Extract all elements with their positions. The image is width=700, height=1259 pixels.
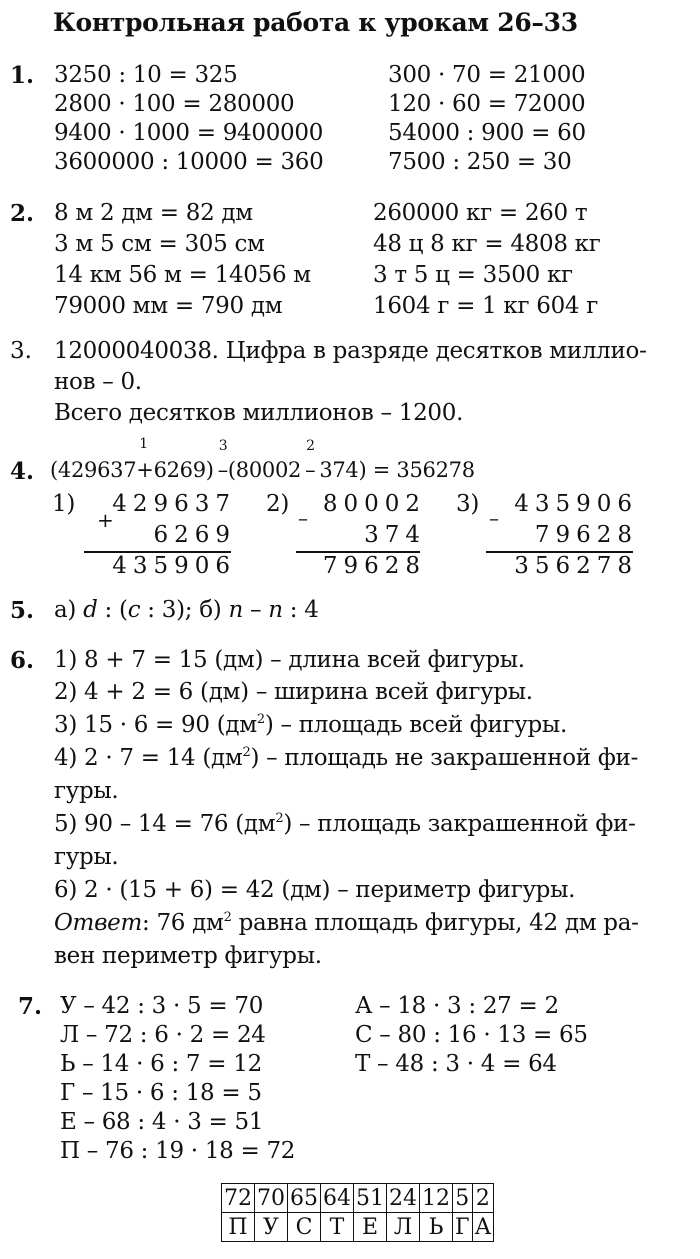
conversion: 260000 кг = 260 т — [373, 200, 588, 226]
step-2: 2) 4 + 2 = 6 (дм) – ширина всей фигуры. — [54, 679, 533, 705]
task-number: 7. — [18, 993, 43, 1020]
table-cell: Г — [453, 1213, 473, 1242]
expression-part: (80002 — [227, 458, 302, 482]
calc-label: 2) — [266, 491, 290, 517]
expressions: а) d : (c : 3); б) n – n : 4 — [54, 597, 319, 623]
table-cell: 70 — [255, 1184, 288, 1213]
calc-label: 3) — [456, 491, 480, 517]
table-cell: У — [255, 1213, 288, 1242]
operator-minus: – 2 — [305, 438, 316, 482]
letters-row — [222, 1213, 494, 1242]
task-number: 5. — [10, 597, 35, 624]
step-4-cont: гуры. — [54, 778, 119, 804]
letter-equation: Е – 68 : 4 · 3 = 51 — [60, 1109, 264, 1135]
table-cell: С — [288, 1213, 321, 1242]
answer-label: Ответ — [54, 910, 142, 936]
equation: 3250 : 10 = 325 — [54, 62, 238, 88]
text-line: 12000040038. Цифра в разряде десятков миллио- — [54, 338, 647, 364]
numbers-row — [222, 1184, 494, 1213]
conversion: 8 м 2 дм = 82 дм — [54, 200, 253, 226]
equation: 9400 · 1000 = 9400000 — [54, 120, 324, 146]
text-line: нов – 0. — [54, 369, 142, 395]
equation: 54000 : 900 = 60 — [388, 120, 586, 146]
table-cell: 2 — [472, 1184, 494, 1213]
minus-sign: – — [298, 506, 308, 530]
conversion: 3 т 5 ц = 3500 кг — [373, 262, 573, 288]
operand-top: 435906 — [514, 491, 638, 517]
step-5: 5) 90 – 14 = 76 $(дм^2)$ – площадь закрашенной фи- — [54, 811, 636, 837]
result: 435906 — [112, 553, 236, 579]
equation: 2800 · 100 = 280000 — [54, 91, 295, 117]
letter-equation: С – 80 : 16 · 13 = 65 — [355, 1022, 588, 1048]
step-6: 6) 2 · (15 + 6) = 42 (дм) – периметр фигуры. — [54, 877, 576, 903]
table-cell: П — [222, 1213, 255, 1242]
operand-bottom: 374 — [364, 522, 426, 548]
step-5-cont: гуры. — [54, 844, 119, 870]
page-title: Контрольная работа к урокам 26–33 — [53, 8, 578, 37]
table-cell: Т — [321, 1213, 354, 1242]
operator-plus: + 1 — [136, 436, 154, 482]
step-4: 4) 2 · 7 = 14 $(дм^2)$ – площадь не закрашенной фи- — [54, 745, 639, 771]
step-3: 3) 15 · 6 = 90 $(дм^2)$ – площадь всей фигуры. — [54, 712, 567, 738]
expression-part: (429637 — [50, 458, 137, 482]
task-number: 3. — [10, 338, 32, 364]
equation: 120 · 60 = 72000 — [388, 91, 586, 117]
operator-minus: – 3 — [217, 438, 228, 482]
minus-sign: – — [489, 506, 499, 530]
letter-equation: Г – 15 · 6 : 18 = 5 — [60, 1080, 262, 1106]
table-cell: Л — [387, 1213, 420, 1242]
conversion: 14 км 56 м = 14056 м — [54, 262, 311, 288]
table-cell: 5 — [453, 1184, 473, 1213]
table-cell: 64 — [321, 1184, 354, 1213]
answer: Ответ: 76 $дм^2$ равна площадь фигуры, 42 дм ра- — [54, 910, 639, 936]
letter-equation: Л – 72 : 6 · 2 = 24 — [60, 1022, 266, 1048]
expression — [50, 436, 475, 482]
letter-equation: А – 18 · 3 : 27 = 2 — [355, 993, 559, 1019]
operand-bottom: 6269 — [153, 522, 236, 548]
task-number: 1. — [10, 62, 35, 89]
expression-part: 374) = 356278 — [319, 458, 475, 482]
table-cell: 12 — [420, 1184, 453, 1213]
operand-top: 80002 — [322, 491, 426, 517]
equation: 3600000 : 10000 = 360 — [54, 149, 324, 175]
table-cell: 51 — [354, 1184, 387, 1213]
task-number: 2. — [10, 200, 35, 227]
plus-sign: + — [97, 508, 114, 532]
table-cell: 24 — [387, 1184, 420, 1213]
table-cell: Е — [354, 1213, 387, 1242]
table-cell: 72 — [222, 1184, 255, 1213]
equation: 7500 : 250 = 30 — [388, 149, 572, 175]
task-number: 6. — [10, 647, 35, 674]
operand-top: 429637 — [112, 491, 236, 517]
table-cell: Ь — [420, 1213, 453, 1242]
conversion: 1604 г = 1 кг 604 г — [373, 293, 599, 319]
answer-cont: вен периметр фигуры. — [54, 943, 322, 969]
order-mark: 3 — [218, 438, 228, 454]
conversion: 48 ц 8 кг = 4808 кг — [373, 231, 601, 257]
task-number: 4. — [10, 458, 35, 485]
letter-equation: Ь – 14 · 6 : 7 = 12 — [60, 1051, 262, 1077]
letter-equation: Т – 48 : 3 · 4 = 64 — [355, 1051, 557, 1077]
order-mark: 1 — [139, 436, 148, 452]
table-cell: 65 — [288, 1184, 321, 1213]
letter-equation: У – 42 : 3 · 5 = 70 — [60, 993, 264, 1019]
step-1: 1) 8 + 7 = 15 (дм) – длина всей фигуры. — [54, 647, 525, 673]
table-cell: А — [472, 1213, 494, 1242]
conversion: 79000 мм = 790 дм — [54, 293, 283, 319]
result: 356278 — [514, 553, 638, 579]
answer-table — [221, 1183, 494, 1242]
operand-bottom: 79628 — [534, 522, 638, 548]
equation: 300 · 70 = 21000 — [388, 62, 586, 88]
result: 79628 — [322, 553, 426, 579]
expression-part: 6269) — [153, 458, 214, 482]
conversion: 3 м 5 см = 305 см — [54, 231, 265, 257]
letter-equation: П – 76 : 19 · 18 = 72 — [60, 1138, 296, 1164]
calc-label: 1) — [52, 491, 76, 517]
order-mark: 2 — [306, 438, 315, 454]
text-line: Всего десятков миллионов – 1200. — [54, 400, 464, 426]
